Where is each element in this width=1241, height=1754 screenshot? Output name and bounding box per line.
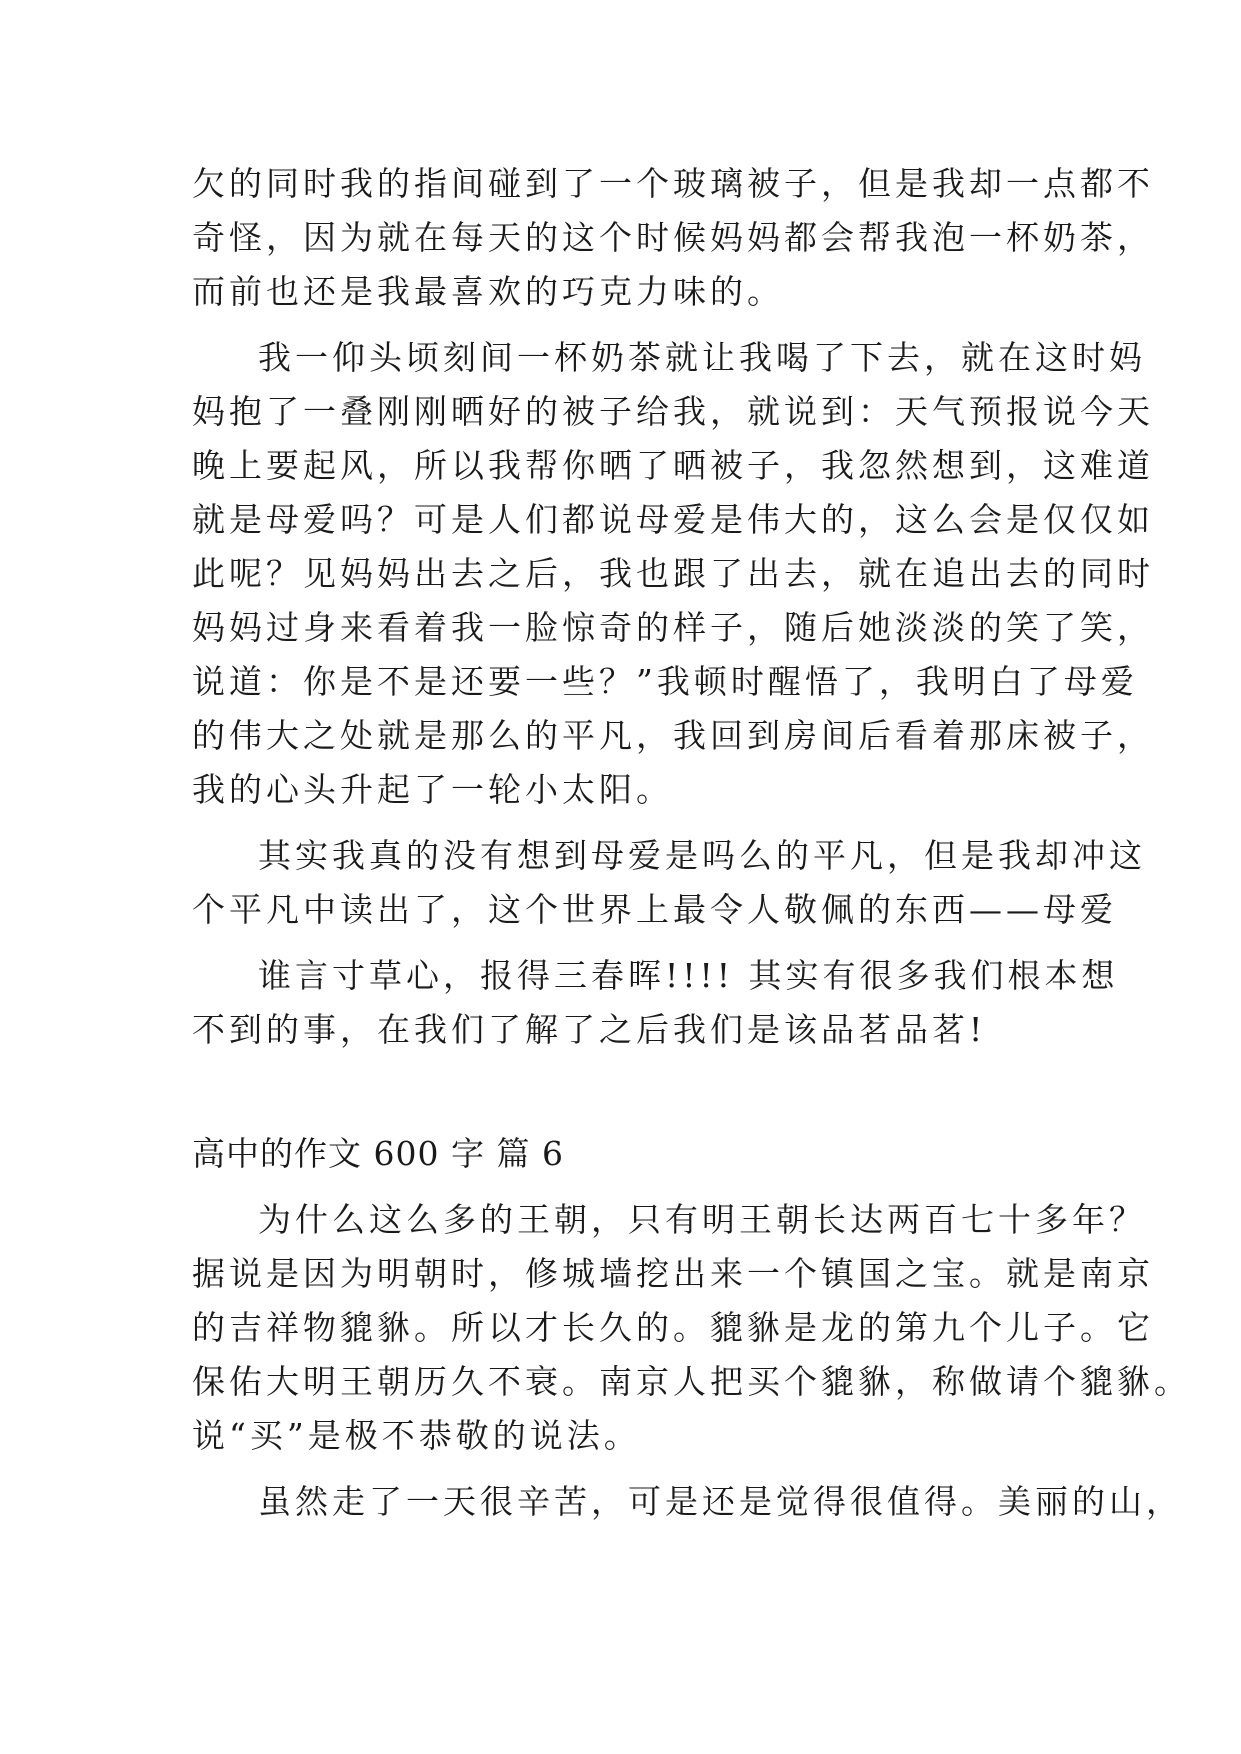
- text-line: 说“买”是极不恭敬的说法。: [192, 1416, 641, 1455]
- text-line: 妈妈过身来看着我一脸惊奇的样子，随后她淡淡的笑了笑，: [192, 608, 1154, 647]
- text-line: 个平凡中读出了，这个世界上最令人敬佩的东西——母爱: [192, 890, 1117, 929]
- text-line: 就是母爱吗？可是人们都说母爱是伟大的，这么会是仅仅如: [192, 500, 1154, 539]
- text-line: 我一仰头顷刻间一杯奶茶就让我喝了下去，就在这时妈: [258, 338, 1146, 377]
- text-line: 不到的事，在我们了解了之后我们是该品茗品茗!: [192, 1010, 987, 1049]
- text-line: 为什么这么多的王朝，只有明王朝长达两百七十多年？: [258, 1200, 1146, 1239]
- text-line: 妈抱了一叠刚刚晒好的被子给我，就说到：天气预报说今天: [192, 392, 1154, 431]
- text-line: 的吉祥物貔貅。所以才长久的。貔貅是龙的第九个儿子。它: [192, 1308, 1154, 1347]
- text-line: 保佑大明王朝历久不衰。南京人把买个貔貅，称做请个貔貅。: [192, 1362, 1191, 1401]
- text-line: 谁言寸草心，报得三春晖!!!! 其实有很多我们根本想: [258, 956, 1119, 995]
- text-line: 说道：你是不是还要一些？”我顿时醒悟了，我明白了母爱: [192, 662, 1138, 701]
- text-line: 奇怪，因为就在每天的这个时候妈妈都会帮我泡一杯奶茶，: [192, 218, 1154, 257]
- text-line: 虽然走了一天很辛苦，可是还是觉得很值得。美丽的山，: [258, 1482, 1183, 1521]
- text-line: 的伟大之处就是那么的平凡，我回到房间后看着那床被子，: [192, 716, 1154, 755]
- text-line: 欠的同时我的指间碰到了一个玻璃被子，但是我却一点都不: [192, 164, 1154, 203]
- text-line: 晚上要起风，所以我帮你晒了晒被子，我忽然想到，这难道: [192, 446, 1154, 485]
- text-line: 我的心头升起了一轮小太阳。: [192, 770, 673, 809]
- text-line: 据说是因为明朝时，修城墙挖出来一个镇国之宝。就是南京: [192, 1254, 1154, 1293]
- section-heading: 高中的作文 600 字 篇 6: [192, 1134, 564, 1173]
- text-line: 此呢？见妈妈出去之后，我也跟了出去，就在追出去的同时: [192, 554, 1154, 593]
- text-line: 其实我真的没有想到母爱是吗么的平凡，但是我却冲这: [258, 836, 1146, 875]
- text-line: 而前也还是我最喜欢的巧克力味的。: [192, 272, 784, 311]
